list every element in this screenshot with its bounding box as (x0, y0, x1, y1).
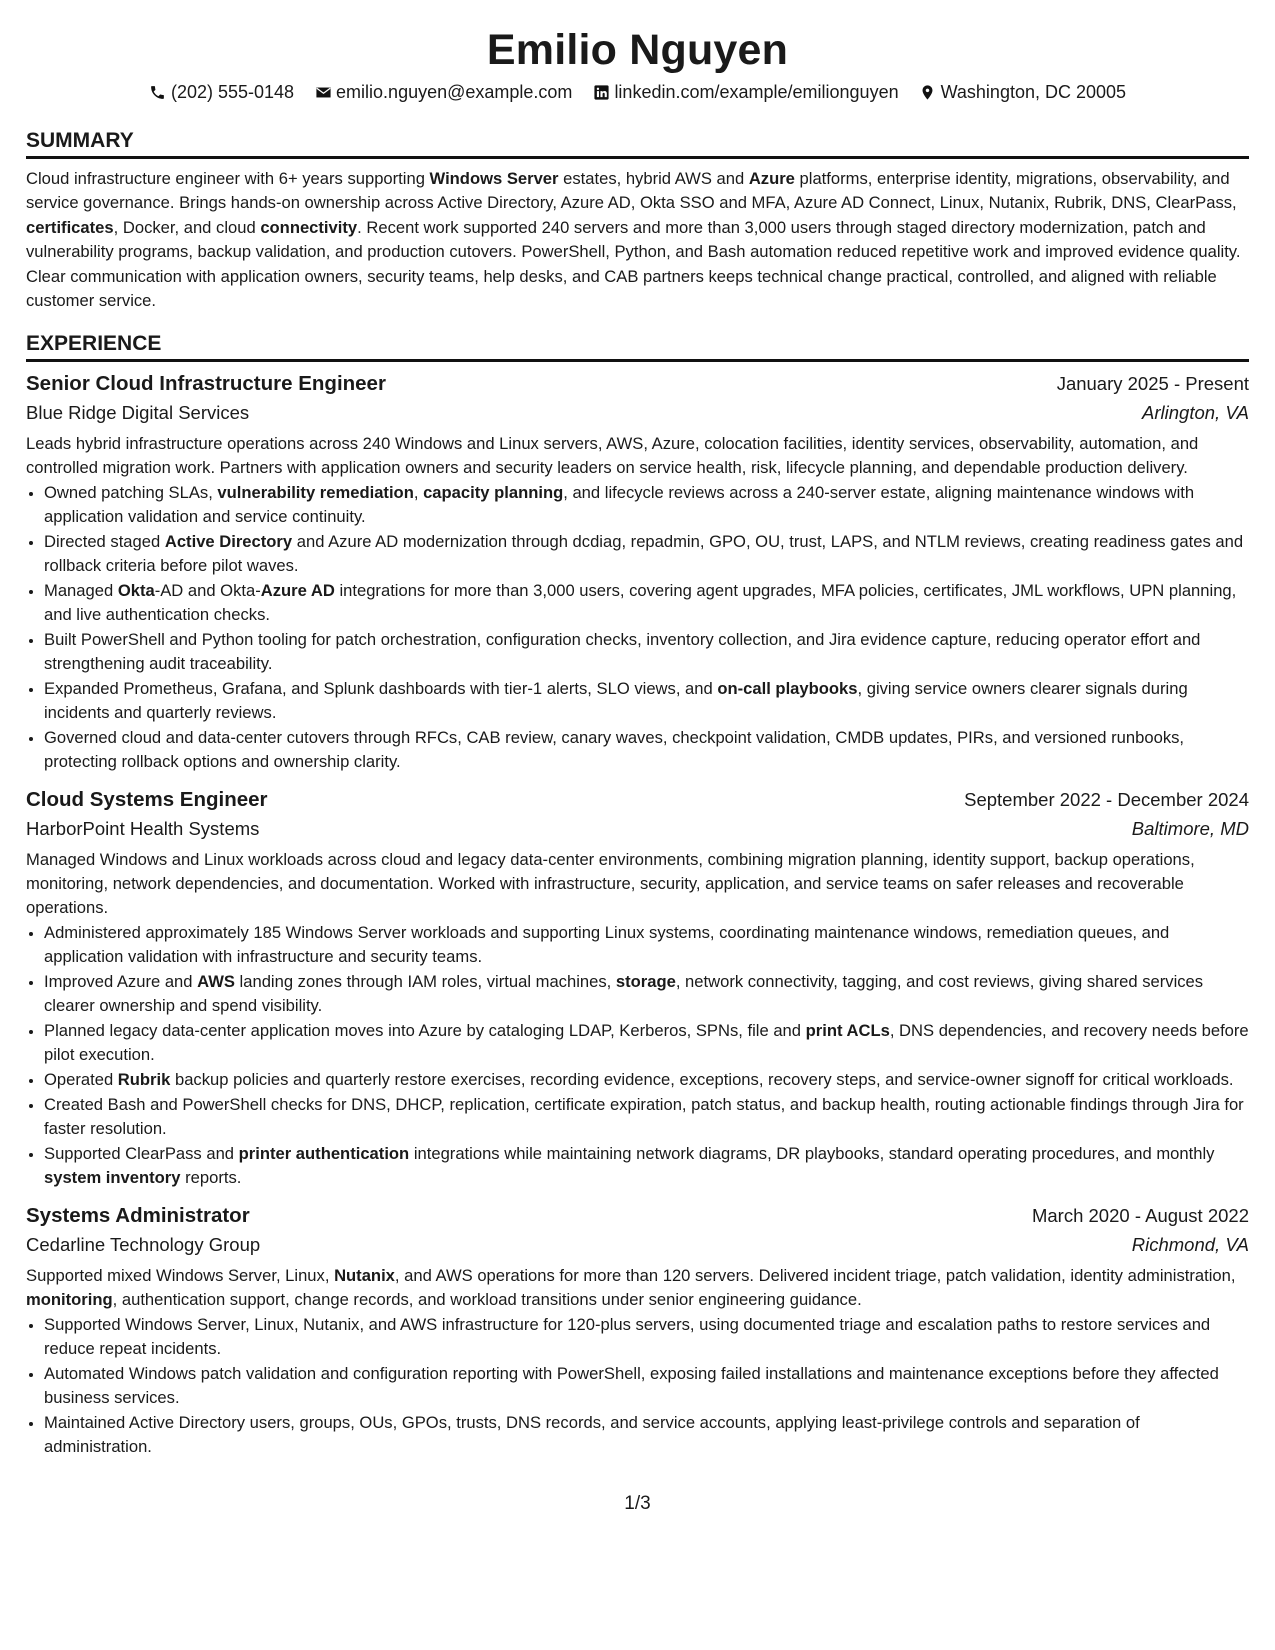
job-title: Systems Administrator (26, 1204, 250, 1228)
linkedin-text: linkedin.com/example/emilionguyen (614, 82, 899, 102)
bullet-item: • Automated Windows patch validation and configuration reporting with PowerShell, exposing failed installations and maintenance exceptions before they affected business services. (44, 1362, 1249, 1410)
envelope-icon (314, 83, 332, 101)
bullet-item: • Supported ClearPass and printer authentication integrations while maintaining network diagrams, DR playbooks, standard operating procedures, and monthly system inventory reports. (44, 1142, 1249, 1190)
job-description: Leads hybrid infrastructure operations across 240 Windows and Linux servers, AWS, Azure, colocation facilities, identity services, observability, automation, and controlled migration work. Partners with application owners and security leaders on service health, risk, lifecycle planning, and dependable production delivery. (26, 434, 1199, 478)
job-company-row (26, 398, 1249, 428)
job-entry (26, 786, 1249, 1190)
bullet-item: • Operated Rubrik backup policies and quarterly restore exercises, recording evidence, exceptions, recovery steps, and service-owner signoff for critical workloads. (44, 1068, 1249, 1092)
job-title-row (26, 1202, 1249, 1230)
job-title-row (26, 370, 1249, 398)
bullet-item: • Administered approximately 185 Windows Server workloads and supporting Linux systems, coordinating maintenance windows, remediation queues, and application validation with infrastructure and security teams. (44, 921, 1249, 969)
experience-heading: EXPERIENCE (26, 331, 1249, 362)
job-bullets (26, 481, 1249, 774)
job-title: Cloud Systems Engineer (26, 788, 268, 812)
bullet-item: • Planned legacy data-center application moves into Azure by cataloging LDAP, Kerberos, SPNs, file and print ACLs, DNS dependencies, and recovery needs before pilot execution. (44, 1019, 1249, 1067)
map-pin-icon (919, 83, 937, 101)
contact-linkedin[interactable] (592, 80, 898, 104)
resume-page (26, 18, 1249, 1459)
job-title: Senior Cloud Infrastructure Engineer (26, 372, 386, 396)
job-dates: January 2025 - Present (1056, 373, 1249, 395)
phone-text: (202) 555-0148 (170, 82, 295, 102)
email-text: emilio.nguyen@example.com (336, 82, 573, 102)
job-entry (26, 370, 1249, 774)
bullet-item: • Built PowerShell and Python tooling for patch orchestration, configuration checks, inventory collection, and Jira evidence capture, reducing operator effort and strengthening audit traceability. (44, 628, 1249, 676)
bullet-item: • Governed cloud and data-center cutovers through RFCs, CAB review, canary waves, checkpoint validation, CMDB updates, PIRs, and versioned runbooks, protecting rollback options and ownership clarity. (44, 726, 1249, 774)
contact-phone[interactable] (149, 80, 294, 104)
job-bullets (26, 921, 1249, 1190)
job-location: Arlington, VA (1142, 402, 1249, 424)
job-location: Richmond, VA (1131, 1234, 1249, 1256)
contact-location (919, 80, 1126, 104)
page-number: 1/3 (624, 1493, 651, 1514)
job-dates: March 2020 - August 2022 (1031, 1205, 1249, 1227)
job-description: Supported mixed Windows Server, Linux, Nutanix, and AWS operations for more than 120 servers. Delivered incident triage, patch validation, identity administration, monitoring, authentication support, change records, and workload transitions under senior engineering guidance. (26, 1266, 1236, 1310)
job-entry (26, 1202, 1249, 1459)
linkedin-icon (592, 83, 610, 101)
experience-list (26, 370, 1249, 1459)
bullet-item: • Created Bash and PowerShell checks for DNS, DHCP, replication, certificate expiration, patch status, and backup health, routing actionable findings through Jira for faster resolution. (44, 1093, 1249, 1141)
bullet-item: • Improved Azure and AWS landing zones through IAM roles, virtual machines, storage, network connectivity, tagging, and cost reviews, giving shared services clearer ownership and spend visibility. (44, 970, 1249, 1018)
job-dates: September 2022 - December 2024 (964, 789, 1249, 811)
summary-heading: SUMMARY (26, 128, 1249, 159)
bullet-item: • Managed Okta-AD and Okta-Azure AD integrations for more than 3,000 users, covering agent upgrades, MFA policies, certificates, JML workflows, UPN planning, and live authentication checks. (44, 579, 1249, 627)
contact-bar (26, 80, 1249, 104)
bullet-item: • Owned patching SLAs, vulnerability remediation, capacity planning, and lifecycle reviews across a 240-server estate, aligning maintenance windows with application validation and service continuity. (44, 481, 1249, 529)
bullet-item: • Expanded Prometheus, Grafana, and Splunk dashboards with tier-1 alerts, SLO views, and on-call playbooks, giving service owners clearer signals during incidents and quarterly reviews. (44, 677, 1249, 725)
job-description: Managed Windows and Linux workloads across cloud and legacy data-center environments, combining migration planning, identity support, backup operations, monitoring, network dependencies, and documentation. Worked with infrastructure, security, application, and service teams on safer releases and recoverable operations. (26, 850, 1195, 918)
job-title-row (26, 786, 1249, 814)
contact-email[interactable] (314, 80, 572, 104)
bullet-item: • Supported Windows Server, Linux, Nutanix, and AWS infrastructure for 120-plus servers, using documented triage and escalation paths to restore services and reduce repeat incidents. (44, 1313, 1249, 1361)
phone-icon (149, 83, 167, 101)
job-location: Baltimore, MD (1131, 818, 1249, 840)
candidate-name: Emilio Nguyen (486, 26, 789, 74)
job-company: Cedarline Technology Group (26, 1234, 261, 1256)
bullet-item: • Maintained Active Directory users, groups, OUs, GPOs, trusts, DNS records, and service accounts, applying least-privilege controls and separation of administration. (44, 1411, 1249, 1459)
job-bullets (26, 1313, 1249, 1459)
job-company-row (26, 1230, 1249, 1260)
bullet-item: • Directed staged Active Directory and Azure AD modernization through dcdiag, repadmin, GPO, OU, trust, LAPS, and NTLM reviews, creating readiness gates and rollback criteria before pilot waves. (44, 530, 1249, 578)
job-company: Blue Ridge Digital Services (26, 402, 250, 424)
summary-text: Cloud infrastructure engineer with 6+ years supporting Windows Server estates, hybrid AWS and Azure platforms, enterprise identity, migrations, observability, and service governance. Brings hands-on ownership across Active Directory, Azure AD, Okta SSO and MFA, Azure AD Connect, Linux, Nutanix, Rubrik, DNS, ClearPass, certificates, Docker, and cloud connectivity. Recent work supported 240 servers and more than 3,000 users through staged directory modernization, patch and vulnerability programs, backup validation, and production cutovers. PowerShell, Python, and Bash automation reduced repetitive work and improved evidence quality. Clear communication with application owners, security teams, help desks, and CAB partners keeps technical change practical, controlled, and aligned with reliable customer service. (26, 169, 1241, 311)
location-text: Washington, DC 20005 (940, 82, 1127, 102)
job-company-row (26, 814, 1249, 844)
job-company: HarborPoint Health Systems (26, 818, 260, 840)
